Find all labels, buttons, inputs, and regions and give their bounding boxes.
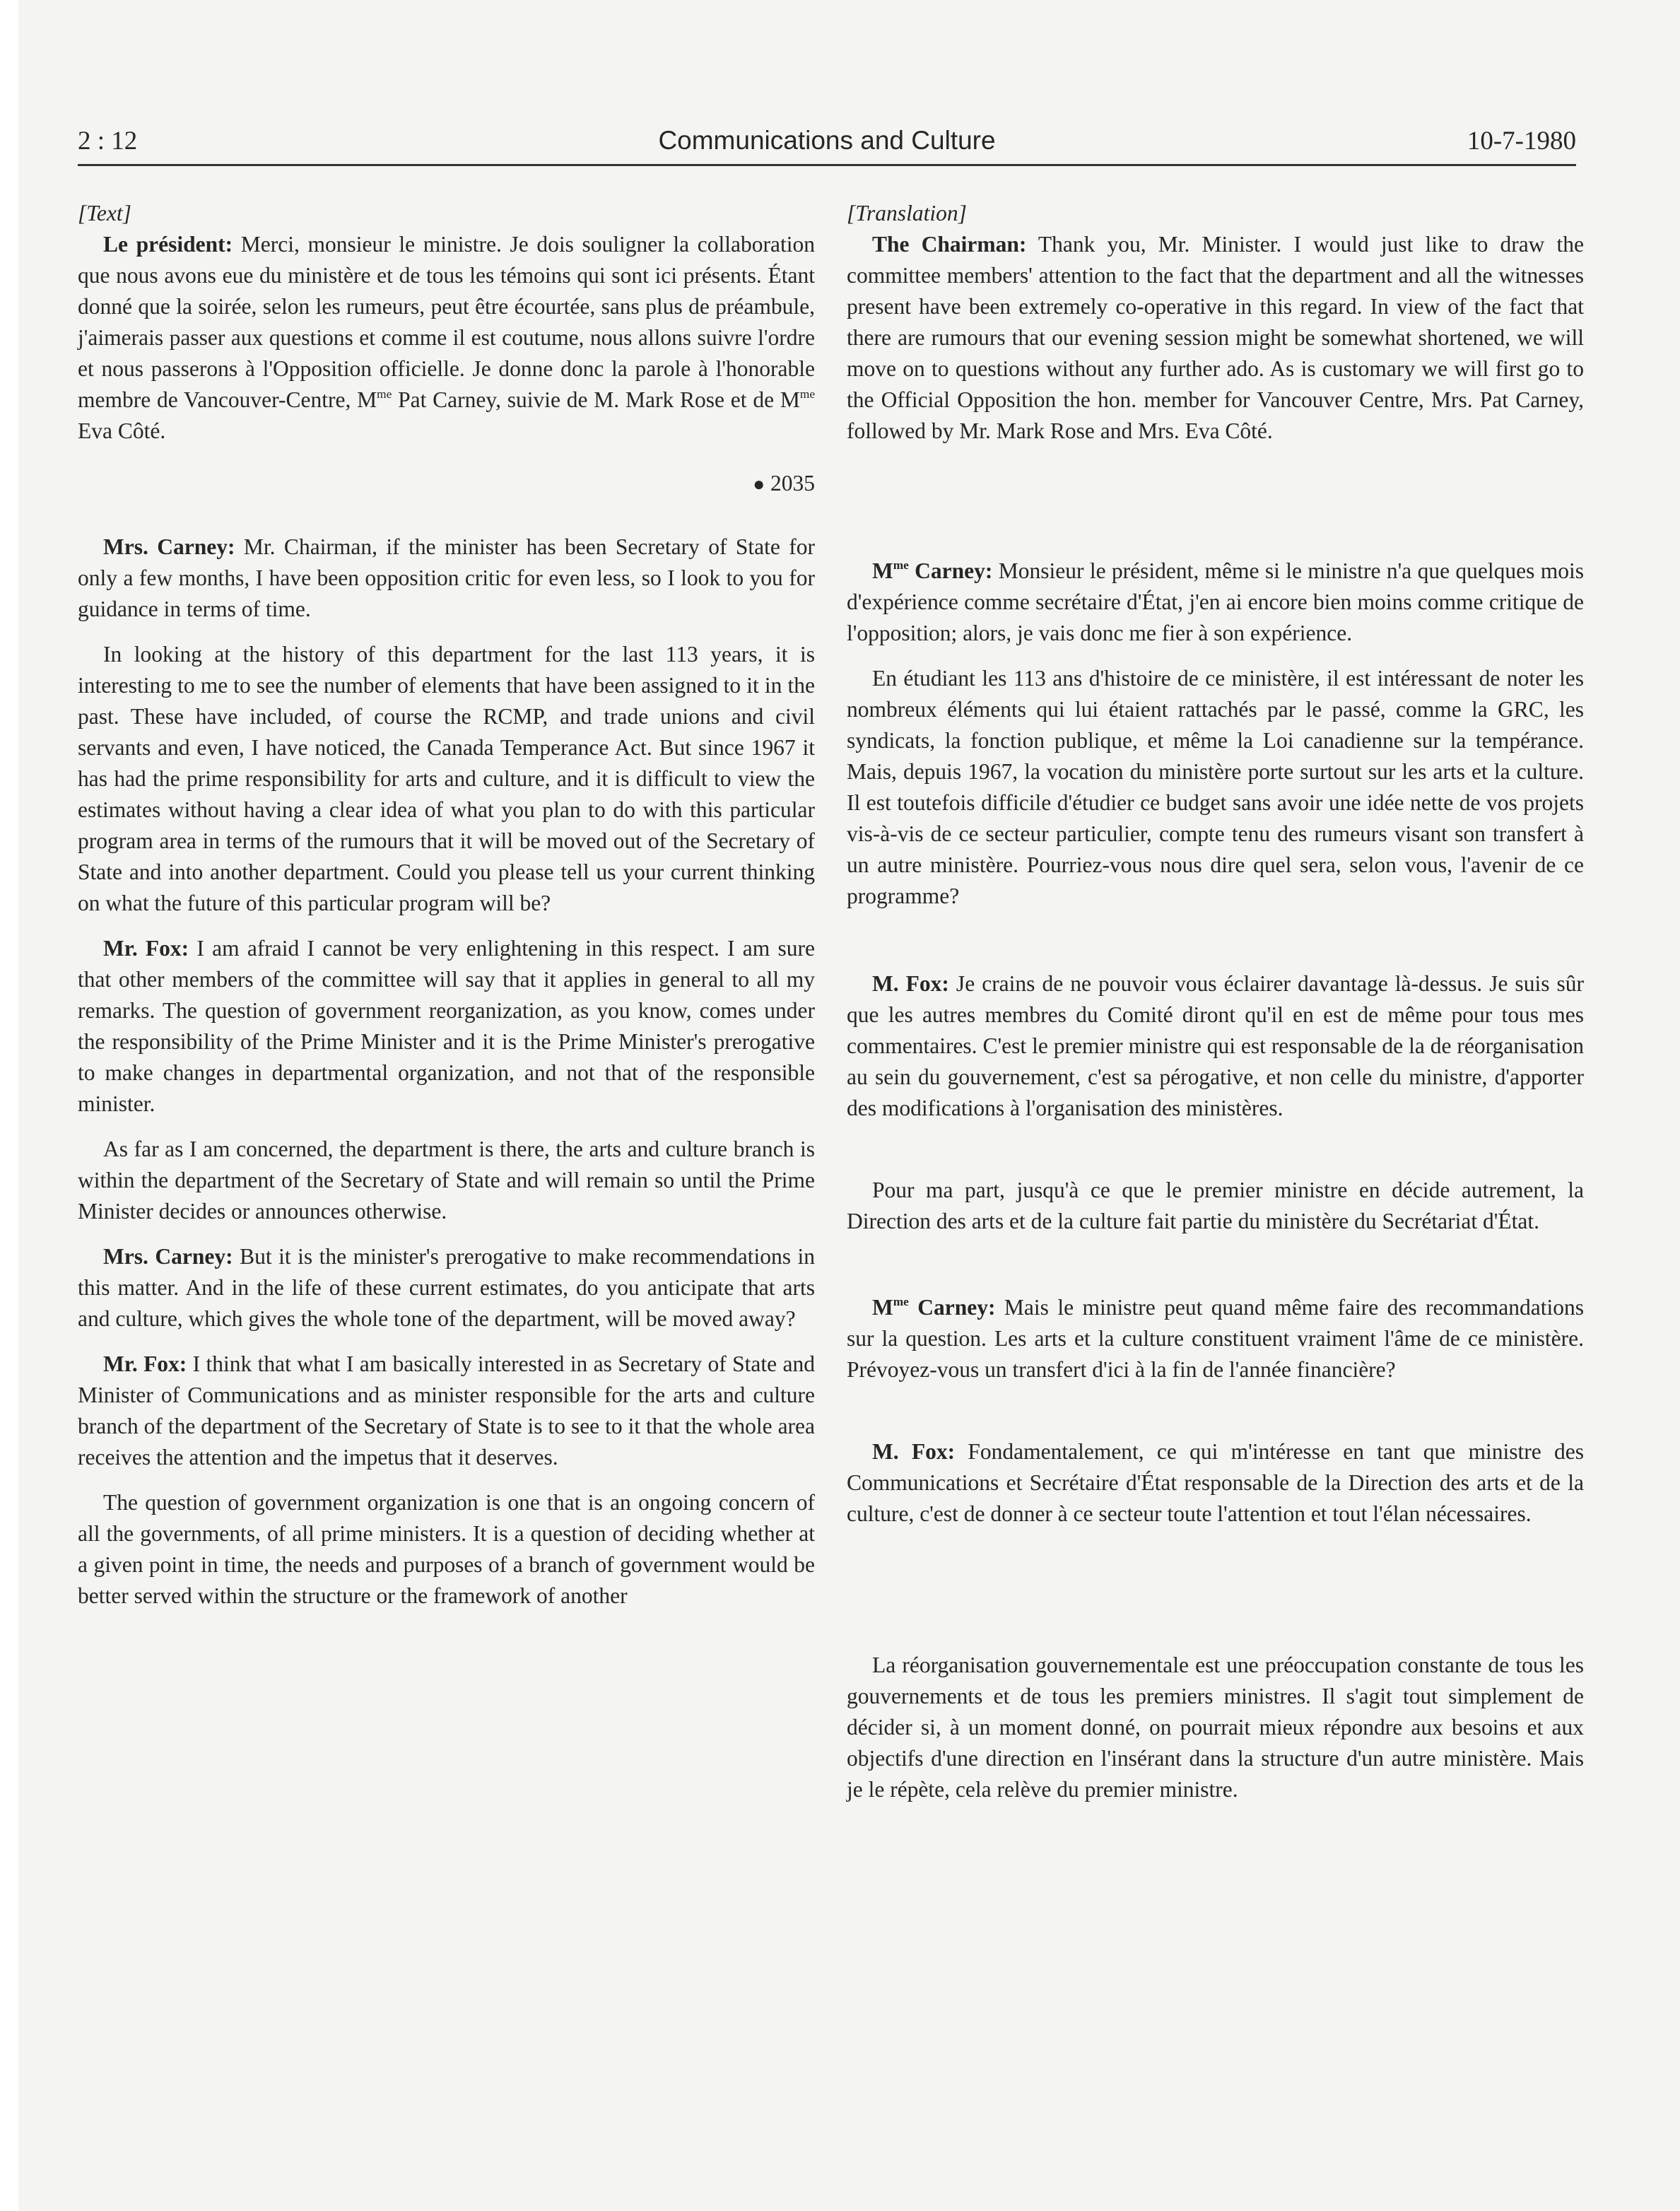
paragraph-text: I think that what I am basically interested in as Secretary of State and Minister of Communications and as minister responsible for the arts and culture branch of the department of the Secretary of State is to see to it that the whole area receives the attention and the impetus that it deserves. [78, 1351, 815, 1470]
paragraph: The question of government organization is one that is an ongoing concern of all the governments, of all prime ministers. It is a question of deciding whether at a given point in time, the needs and purposes of a branch of government would be better served within the structure or the framework of another [78, 1490, 815, 1608]
speaker-name: M. Fox: [872, 971, 949, 996]
bullet-icon: ● [753, 474, 765, 495]
superscript: me [893, 558, 909, 573]
header-rule [78, 164, 1576, 166]
paragraph [847, 1292, 1584, 1385]
paragraph [78, 229, 815, 447]
paragraph-text: Monsieur le président, même si le ministre n'a que quelques mois d'expérience comme secrétaire d'État, j'en ai encore bien moins comme critique de l'opposition; alors, je vais donc me fier à son expérience. [847, 558, 1584, 645]
speaker-name: Mr. Fox: [103, 1351, 187, 1376]
paragraph [847, 229, 1584, 447]
paragraph-text: Mr. Chairman, if the minister has been Secretary of State for only a few months, I have been opposition critic for even less, so I look to you for guidance in terms of time. [78, 534, 815, 621]
paragraph [847, 1436, 1584, 1530]
time-marker-text: 2035 [770, 471, 815, 495]
running-head [78, 126, 1576, 168]
paragraph [847, 968, 1584, 1124]
speaker-name: Mrs. Carney: [103, 534, 235, 559]
speaker-name: Mrs. Carney: [103, 1244, 233, 1269]
paragraph-text: Merci, monsieur le ministre. Je dois souligner la collaboration que nous avons eue du ministère et de tous les témoins qui sont ici présents. Étant donné que la soirée, selon les rumeurs, peut être écourtée, sans plus de préambule, j'aimerais passer aux questions et comme il est coutume, nous allons suivre l'ordre et nous passerons à l'Opposition officielle. Je donne donc la parole à l'honorable membre de Vancouver-Centre, M [78, 232, 815, 412]
paragraph-text: I am afraid I cannot be very enlightening in this respect. I am sure that other members of the committee will say that it applies in general to all my remarks. The question of government reorganization, as you know, comes under the responsibility of the Prime Minister and it is the Prime Minister's prerogative to make changes in departmental organization, and not that of the responsible minister. [78, 936, 815, 1116]
paragraph: La réorganisation gouvernementale est une préoccupation constante de tous les gouvernements et de tous les premiers ministres. Il s'agit tout simplement de décider si, à un moment donné, on pourrait mieux répondre aux besoins et aux objectifs d'une direction en l'insérant dans la structure d'un autre ministère. Mais je le répète, cela relève du premier ministre. [847, 1653, 1584, 1802]
page-number: 2 : 12 [78, 127, 138, 156]
paragraph: In looking at the history of this department for the last 113 years, it is interesting to me to see the number of elements that have been assigned to it in the past. These have included, of course the RCMP, and trade unions and civil servants and even, I have noticed, the Canada Temperance Act. But since 1967 it has had the prime responsibility for arts and culture, and it is difficult to view the estimates without having a clear idea of what you plan to do with this particular program area in terms of the rumours that it will be moved out of the Secretary of State and into another department. Could you please tell us your current thinking on what the future of this particular program will be? [78, 642, 815, 915]
paragraph-text: Mais le ministre peut quand même faire des recommandations sur la question. Les arts et la culture constituent vraiment l'âme de ce ministère. Prévoyez-vous un transfert d'ici à la fin de l'année financière? [847, 1295, 1584, 1382]
speaker-name [872, 1295, 995, 1320]
paragraph [78, 1241, 815, 1335]
paragraph [847, 556, 1584, 649]
paragraph-text: Pat Carney, suivie de M. Mark Rose et de M [392, 387, 800, 412]
speaker-name: Mr. Fox: [103, 936, 189, 961]
paragraph: Pour ma part, jusqu'à ce que le premier ministre en décide autrement, la Direction des arts et de la culture fait partie du ministère du Secrétariat d'État. [847, 1178, 1584, 1233]
paragraph: As far as I am concerned, the department is there, the arts and culture branch is within the department of the Secretary of State and will remain so until the Prime Minister decides or announces otherwise. [78, 1137, 815, 1224]
speaker-name-part: M [872, 1295, 893, 1320]
page-edge [0, 0, 18, 2211]
paragraph-text: Je crains de ne pouvoir vous éclairer davantage là-dessus. Je suis sûr que les autres membres du Comité diront qu'il en est de même pour tous mes commentaires. C'est le premier ministre qui est responsable de la de réorganisation au sein du gouvernement, c'est sa pérogative, et non celle du ministre, d'apporter des modifications à l'organisation des ministères. [847, 971, 1584, 1120]
column-label: [Text] [78, 201, 131, 225]
sitting-date: 10-7-1980 [1467, 127, 1576, 156]
paragraph-text: Eva Côté. [78, 418, 166, 443]
speaker-name-part: Carney: [908, 558, 993, 583]
paragraph [78, 532, 815, 625]
paragraph [78, 1349, 815, 1473]
column-label-text: Translation [855, 201, 958, 225]
speaker-name: The Chairman: [872, 232, 1027, 257]
paragraph: En étudiant les 113 ans d'histoire de ce ministère, il est intéressant de noter les nombreux éléments qui lui étaient rattachés par le passé, comme la GRC, les syndicats, la fonction publique, et même la Loi canadienne sur la tempérance. Mais, depuis 1967, la vocation du ministère porte surtout sur les arts et la culture. Il est toutefois difficile d'étudier ce budget sans avoir une idée nette de vos projets vis-à-vis de ce secteur particulier, compte tenu des rumeurs visant son transfert à un autre ministère. Pourriez-vous nous dire quel sera, selon vous, l'avenir de ce programme? [847, 666, 1584, 908]
superscript: me [377, 387, 392, 401]
paragraph-text: But it is the minister's prerogative to make recommendations in this matter. And in the life of these current estimates, do you anticipate that arts and culture, which gives the whole tone of the department, will be moved away? [78, 1244, 815, 1331]
paragraph [78, 933, 815, 1120]
paragraph-text: Fondamentalement, ce qui m'intéresse en tant que ministre des Communications et Secrétaire d'État responsable de la Direction des arts et de la culture, c'est de donner à ce secteur toute l'attention et tout l'élan nécessaires. [847, 1439, 1585, 1526]
superscript: me [893, 1295, 909, 1309]
running-title: Communications and Culture [658, 126, 996, 155]
column-translation [847, 198, 1584, 1819]
speaker-name: M. Fox: [872, 1439, 956, 1464]
column-label: [Translation] [847, 201, 967, 225]
column-original-text [78, 198, 815, 1626]
speaker-name: Le président: [103, 232, 233, 257]
speaker-name-part: Carney: [908, 1295, 996, 1320]
column-label-text: Text [86, 201, 123, 225]
paragraph-text: Thank you, Mr. Minister. I would just like to draw the committee members' attention to the fact that the department and all the witnesses present have been extremely co-operative in this regard. In view of the fact that there are rumours that our evening session might be somewhat shortened, we will move on to questions without any further ado. As is customary we will first go to the Official Opposition the hon. member for Vancouver Centre, Mrs. Pat Carney, followed by Mr. Mark Rose and Mrs. Eva Côté. [847, 232, 1585, 443]
speaker-name-part: M [872, 558, 893, 583]
superscript: me [799, 387, 816, 401]
speaker-name [872, 558, 992, 583]
time-marker [78, 468, 815, 500]
